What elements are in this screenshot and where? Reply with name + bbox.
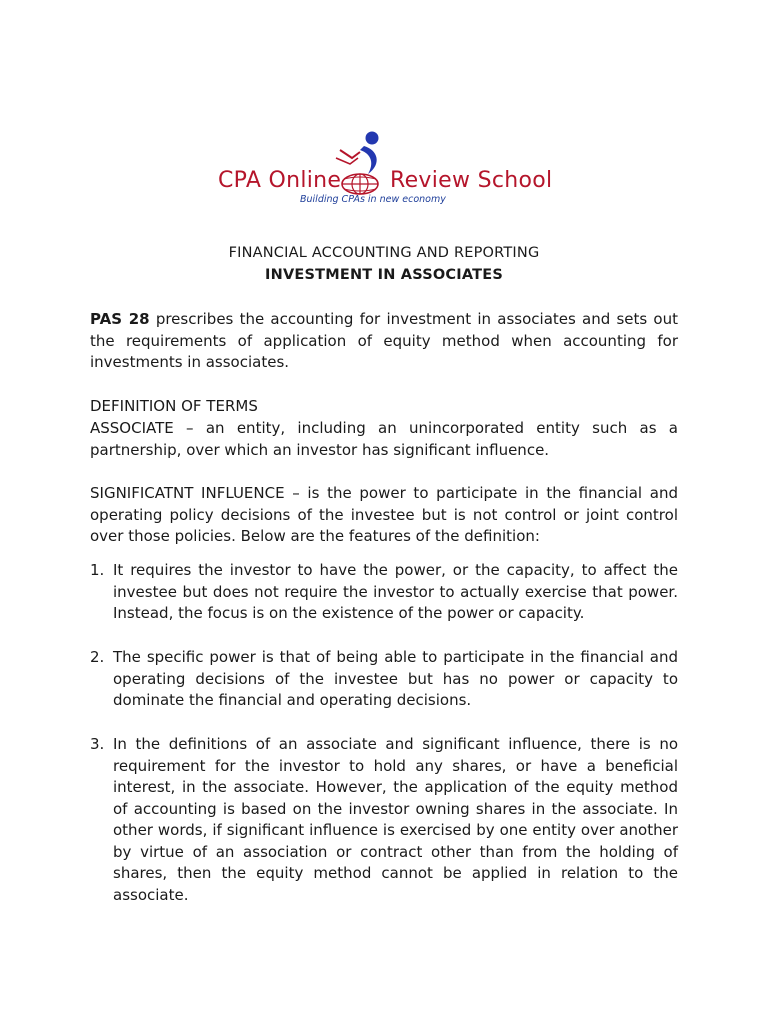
significant-influence-definition: SIGNIFICATNT INFLUENCE – is the power to participate in the financial and operating policy decisions of the investee but is not control or joint control over those policies. Below are the features of the definition: — [90, 484, 678, 545]
list-text: It requires the investor to have the power, or the capacity, to affect the investee but does not require the investor to actually exercise that power. Instead, the focus is on the existence of the power or capacity. — [113, 561, 678, 622]
list-item — [90, 560, 678, 625]
logo-text-left: CPA Online — [218, 168, 342, 193]
list-item — [90, 734, 678, 906]
document-title: INVESTMENT IN ASSOCIATES — [265, 267, 503, 283]
associate-definition: ASSOCIATE – an entity, including an unincorporated entity such as a partnership, over which an investor has significant influence. — [90, 419, 678, 459]
intro-paragraph — [90, 309, 678, 374]
list-text: The specific power is that of being able to participate in the financial and operating decisions of the investee but has no power or capacity to dominate the financial and operating decisions. — [113, 648, 678, 709]
logo-text-right: Review School — [390, 168, 553, 193]
definitions-heading: DEFINITION OF TERMS — [90, 397, 258, 415]
list-number: 1. — [90, 561, 105, 579]
pas-reference: PAS 28 — [90, 310, 150, 328]
list-item — [90, 647, 678, 712]
document-subject: FINANCIAL ACCOUNTING AND REPORTING — [228, 245, 540, 261]
intro-text: prescribes the accounting for investment in associates and sets out the requirements of application of equity method when accounting for investments in associates. — [90, 310, 678, 371]
list-text: In the definitions of an associate and significant influence, there is no requirement for the investor to hold any shares, or have a beneficial interest, in the associate. However, the application of the equity method of accounting is based on the investor owning shares in the associate. In other words, if significant influence is exercised by one entity over another by virtue of an association or contract other than from the holding of shares, then the equity method cannot be applied in relation to the associate. — [113, 735, 678, 904]
logo-tagline: Building CPAs in new economy — [300, 194, 446, 205]
school-logo — [200, 128, 568, 218]
list-number: 3. — [90, 735, 105, 753]
list-number: 2. — [90, 648, 105, 666]
